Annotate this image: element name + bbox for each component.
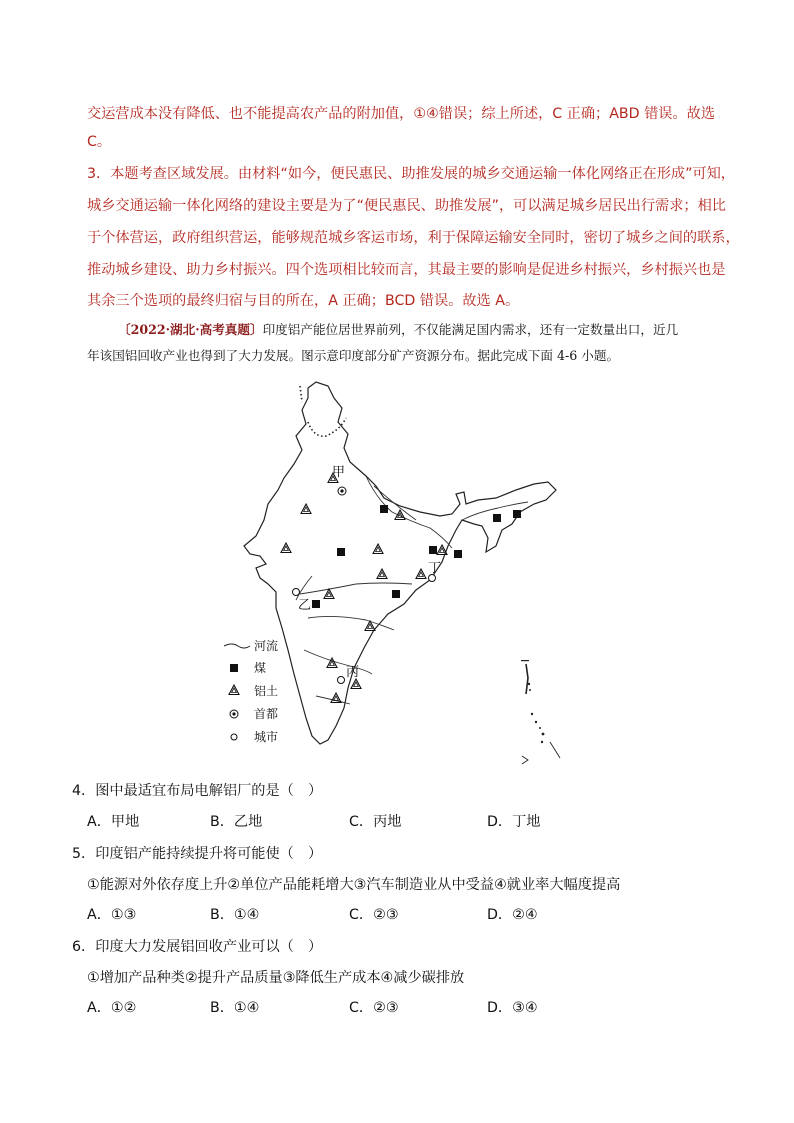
- coal-marker: [392, 590, 400, 598]
- q5-option-d[interactable]: D．②④: [487, 907, 538, 923]
- coal-marker: [513, 510, 521, 518]
- label-jia: 甲: [332, 465, 346, 480]
- q6-option-c[interactable]: C．②③: [349, 1000, 399, 1016]
- coal-marker: [493, 514, 501, 522]
- q4-option-b[interactable]: B．乙地: [210, 814, 263, 830]
- map-legend: [224, 638, 278, 744]
- question-5-stem: 5．印度铝产能持续提升将可能使（ ）: [72, 846, 323, 862]
- answer-q3-line-5: 其余三个选项的最终归宿与目的所在，A 正确；BCD 错误。故选 A。: [87, 293, 520, 309]
- legend-bauxite: 铝土: [254, 684, 279, 698]
- river-legend-icon: [224, 644, 250, 648]
- answer-q3-line-4: 推动城乡建设、助力乡村振兴。四个选项相比较而言，其最主要的影响是促进乡村振兴，乡村振兴也是: [87, 262, 726, 278]
- q4-option-d[interactable]: D．丁地: [487, 814, 541, 830]
- answer-q3-line-3: 于个体营运，政府组织营运，能够规范城乡客运市场，利于保障运输安全同时，密切了城乡之间的联系，: [87, 230, 740, 246]
- capital-jia-marker: [338, 487, 346, 495]
- coal-marker: [429, 546, 437, 554]
- answer-prev-line-1: 交运营成本没有降低、也不能提高农产品的附加值，①④错误；综上所述，C 正确；ABD 错误。故选: [87, 106, 716, 122]
- legend-city: 城市: [254, 730, 279, 744]
- legend-capital: 首都: [254, 707, 279, 721]
- answer-prev-line-2: C。: [87, 134, 112, 150]
- question-5-statements: ①能源对外依存度上升②单位产品能耗增大③汽车制造业从中受益④就业率大幅度提高: [87, 877, 621, 893]
- coal-marker: [312, 600, 320, 608]
- q6-option-a[interactable]: A．①②: [87, 1000, 137, 1016]
- bauxite-marker: [351, 679, 361, 689]
- india-mineral-map: [216, 378, 586, 778]
- bauxite-marker: [324, 589, 334, 599]
- coal-marker: [454, 550, 462, 558]
- city-legend-icon: [231, 734, 237, 740]
- bauxite-marker: [395, 510, 405, 520]
- legend-coal: 煤: [254, 661, 267, 675]
- bauxite-marker: [416, 569, 426, 579]
- bauxite-marker: [377, 569, 387, 579]
- andaman-islands: [521, 660, 560, 764]
- q4-option-a[interactable]: A．甲地: [87, 814, 140, 830]
- q6-option-b[interactable]: B．①④: [210, 1000, 260, 1016]
- label-bing: 丙: [346, 665, 360, 680]
- bauxite-marker: [301, 504, 311, 514]
- q4-option-c[interactable]: C．丙地: [349, 814, 402, 830]
- answer-q3-line-1: 3．本题考查区域发展。由材料“如今，便民惠民、助推发展的城乡交通运输一体化网络正在形成”可知，: [87, 166, 735, 182]
- q5-option-c[interactable]: C．②③: [349, 907, 399, 923]
- india-outline: [244, 382, 556, 744]
- answer-q3-line-2: 城乡交通运输一体化网络的建设主要是为了“便民惠民、助推发展”，可以满足城乡居民出行需求；相比: [87, 198, 726, 214]
- label-yi: 乙: [298, 598, 312, 613]
- bauxite-legend-icon: [229, 685, 239, 695]
- q6-option-d[interactable]: D．③④: [487, 1000, 538, 1016]
- coal-deposits: [312, 505, 521, 608]
- question-6-stem: 6．印度大力发展铝回收产业可以（ ）: [72, 939, 323, 955]
- coal-marker: [380, 505, 388, 513]
- q5-option-b[interactable]: B．①④: [210, 907, 260, 923]
- coal-marker: [337, 548, 345, 556]
- intro-text-1: 印度铝产能位居世界前列，不仅能满足国内需求，还有一定数量出口，近几: [262, 322, 679, 337]
- question-intro: [118, 319, 678, 341]
- source-tag: 〔2022·湖北·高考真题〕: [118, 322, 263, 337]
- legend-river: 河流: [254, 639, 279, 653]
- question-4-stem: 4．图中最适宜布局电解铝厂的是（ ）: [72, 783, 323, 799]
- q5-option-a[interactable]: A．①③: [87, 907, 137, 923]
- coal-legend-icon: [230, 664, 238, 672]
- city-yi-marker: [293, 589, 300, 596]
- question-6-statements: ①增加产品种类②提升产品质量③降低生产成本④减少碳排放: [87, 970, 465, 986]
- bauxite-marker: [281, 543, 291, 553]
- city-bing-marker: [338, 677, 345, 684]
- label-ding: 丁: [428, 561, 442, 576]
- intro-text-2: 年该国铝回收产业也得到了大力发展。图示意印度部分矿产资源分布。据此完成下面 4-6 小题。: [87, 348, 620, 363]
- bauxite-deposits: [281, 473, 447, 703]
- bauxite-marker: [373, 544, 383, 554]
